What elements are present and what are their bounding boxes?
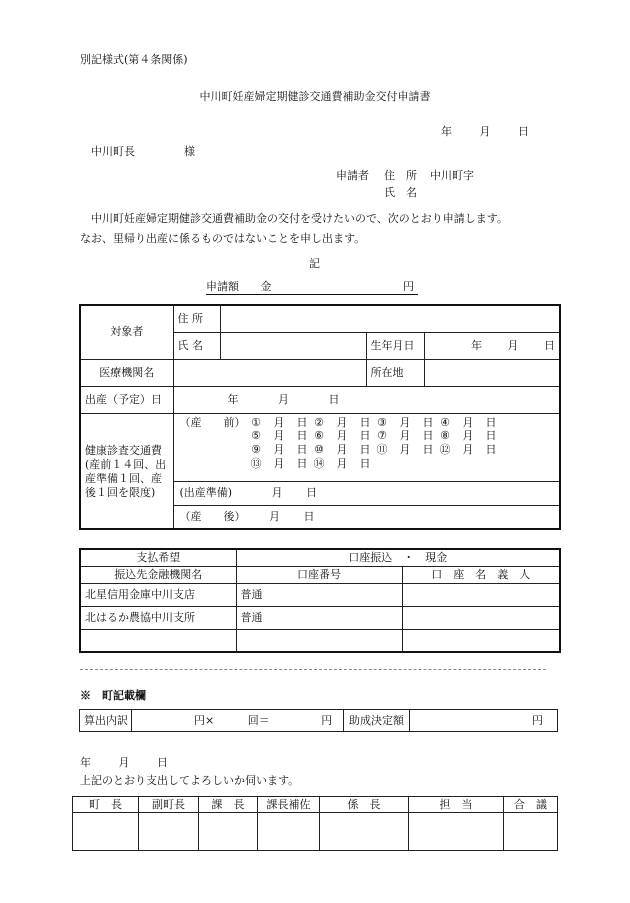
stamp-header-unit-chief: 係 長 [320, 797, 409, 813]
date-line [441, 126, 529, 137]
form-reference: 別記様式(第４条関係) [80, 53, 188, 66]
date-cell: 月 [399, 429, 411, 443]
account-number-field[interactable] [236, 606, 402, 629]
date-cell: ⑪ [376, 443, 388, 456]
due-year-unit: 年 [227, 392, 239, 406]
approval-day: 日 [157, 756, 168, 769]
account-holder-header: 口 座 名 義 人 [402, 566, 560, 583]
calc-yen-times: 円× [194, 713, 215, 727]
date-cell: 月 [336, 443, 348, 456]
address-field[interactable] [220, 305, 560, 332]
date-cell: 日 [359, 429, 371, 443]
date-cell: 日 [296, 443, 308, 456]
applicant-address-value: 中川町字 [430, 169, 474, 182]
stamp-box[interactable] [73, 813, 139, 851]
prenatal-row [248, 429, 500, 443]
address-label: 住 所 [173, 305, 220, 332]
account-type: 普通 [240, 587, 263, 601]
stamp-box[interactable] [320, 813, 409, 851]
bank-name: 北はるか農協中川支所 [80, 606, 236, 629]
date-cell: 日 [359, 443, 371, 456]
bank-column-header: 振込先金融機関名 [80, 566, 236, 583]
table-row [80, 606, 560, 629]
payment-method-options[interactable]: 口座振込 ・ 現金 [236, 549, 560, 566]
prenatal-row [248, 457, 500, 471]
date-cell: 日 [485, 443, 497, 456]
date-cell: 月 [336, 456, 348, 470]
birth-label: 生年月日 [366, 332, 424, 359]
date-cell: 日 [422, 443, 434, 456]
calc-times-equals: 回＝ [247, 713, 270, 727]
table-row [80, 629, 560, 652]
date-cell: ⑬ [250, 456, 262, 470]
stamp-box[interactable] [139, 813, 199, 851]
date-cell: ⑩ [314, 443, 324, 456]
stamp-box[interactable] [409, 813, 504, 851]
date-cell: 月 [399, 443, 411, 456]
bank-name-field[interactable] [80, 629, 236, 652]
prep-month-unit: 月 [271, 486, 283, 500]
month-label: 月 [479, 125, 491, 138]
postnatal-month-unit: 月 [269, 509, 280, 523]
date-cell: ② [314, 415, 324, 429]
account-number-header: 口座番号 [236, 566, 402, 583]
date-cell: 月 [462, 415, 474, 429]
applicant-name-label: 氏 名 [384, 186, 417, 199]
checkup-label-line: 産準備１回、産 [85, 471, 162, 485]
decision-label: 助成決定額 [344, 710, 410, 732]
account-holder-field[interactable] [402, 583, 560, 606]
birth-day-unit: 日 [544, 338, 556, 352]
amount-label: 申請額 [206, 280, 239, 293]
due-date-label: 出産（予定）日 [80, 386, 173, 413]
stamp-box[interactable] [258, 813, 320, 851]
document-title: 中川町妊産婦定期健診交通費補助金交付申請書 [199, 90, 431, 103]
calc-label: 算出内訳 [80, 710, 132, 732]
account-number-field[interactable] [236, 629, 402, 652]
date-cell: 日 [296, 429, 308, 443]
due-date-field[interactable] [173, 386, 560, 413]
stamp-header-mayor: 町 長 [73, 797, 139, 813]
ki-label: 記 [309, 257, 320, 270]
date-cell: 日 [296, 415, 308, 429]
applicant-label: 申請者 [336, 169, 369, 182]
date-cell: 日 [359, 456, 371, 470]
postnatal-day-unit: 日 [303, 509, 315, 523]
birth-field[interactable] [424, 332, 560, 359]
approval-date [80, 757, 168, 768]
approval-month: 月 [118, 756, 130, 769]
date-cell: 月 [336, 429, 348, 443]
stamp-header-consultation: 合 議 [504, 797, 558, 813]
name-field[interactable] [220, 332, 366, 359]
date-cell: ① [251, 415, 261, 429]
location-field[interactable] [424, 359, 560, 386]
location-label: 所在地 [366, 359, 424, 386]
date-cell: ⑭ [313, 456, 325, 470]
date-cell: ⑦ [377, 429, 387, 443]
account-holder-field[interactable] [402, 629, 560, 652]
prenatal-row [248, 443, 500, 457]
date-cell: 月 [273, 443, 285, 456]
date-cell: 月 [336, 415, 348, 429]
date-cell: 日 [485, 415, 497, 429]
payment-method-label: 支払希望 [80, 549, 236, 566]
prenatal-dates[interactable] [173, 413, 560, 481]
day-label: 日 [518, 125, 529, 138]
due-month-unit: 月 [278, 392, 289, 406]
birth-year-unit: 年 [471, 338, 483, 352]
checkup-label-line: (産前１４回、出 [85, 458, 167, 471]
account-holder-field[interactable] [402, 606, 560, 629]
date-cell: 月 [462, 429, 474, 443]
request-text-line-1: 中川町妊産婦定期健診交通費補助金の交付を受けたいので、次のとおり申請します。 [91, 212, 508, 225]
date-cell: ④ [440, 415, 450, 429]
requested-amount [206, 281, 418, 295]
stamp-header-deputy-mayor: 副町長 [139, 797, 199, 813]
checkup-label-line: 後１回を限度) [85, 485, 156, 499]
date-cell: 月 [273, 415, 285, 429]
amount-kin: 金 [260, 280, 272, 293]
decision-yen: 円 [532, 713, 543, 727]
stamp-header-staff: 担 当 [409, 797, 504, 813]
date-cell: ⑤ [251, 429, 261, 443]
date-cell: ⑨ [251, 443, 261, 456]
postnatal-dates[interactable] [173, 505, 560, 529]
approval-text: 上記のとおり支出してよろしいか伺います。 [80, 774, 300, 787]
checkup-label-line: 健康診査交通費 [85, 444, 162, 458]
stamp-box[interactable] [199, 813, 258, 851]
stamp-header-assistant-chief: 課長補佐 [258, 797, 320, 813]
applicant-table [79, 304, 561, 530]
due-day-unit: 日 [328, 392, 340, 406]
date-cell: 月 [462, 443, 474, 456]
table-row [80, 583, 560, 606]
facility-label: 医療機関名 [80, 359, 173, 386]
date-cell: 月 [273, 429, 285, 443]
prep-dates[interactable] [173, 481, 560, 505]
year-label: 年 [441, 125, 452, 138]
calc-yen: 円 [321, 713, 333, 727]
date-cell: 日 [422, 415, 434, 429]
date-cell: 日 [296, 456, 308, 470]
stamp-table [72, 796, 558, 851]
stamp-header-section-chief: 課 長 [199, 797, 258, 813]
calc-field[interactable] [132, 710, 344, 732]
bank-name: 北星信用金庫中川支店 [80, 583, 236, 606]
birth-month-unit: 月 [507, 338, 519, 352]
prep-day-unit: 日 [306, 486, 318, 500]
decision-field[interactable] [410, 710, 558, 732]
cut-line [80, 669, 546, 670]
date-cell: ⑥ [314, 429, 324, 443]
addressee: 中川町長 [91, 145, 135, 158]
prep-label: (出産準備) [179, 486, 233, 500]
date-cell: 月 [399, 415, 411, 429]
date-cell: ⑧ [440, 429, 450, 443]
account-type: 普通 [240, 610, 263, 624]
facility-field[interactable] [173, 359, 366, 386]
date-cell: ③ [377, 415, 387, 429]
name-label: 氏 名 [173, 332, 220, 359]
prenatal-row [248, 416, 500, 430]
honorific: 様 [184, 145, 195, 158]
office-use-label: ※ 町記載欄 [80, 689, 146, 702]
payment-table [79, 548, 561, 653]
date-cell: ⑫ [439, 443, 451, 456]
account-number-field[interactable] [236, 583, 402, 606]
checkup-label [80, 413, 173, 529]
approval-year: 年 [80, 756, 91, 769]
prenatal-label: （産 前） [179, 415, 246, 429]
date-cell: 月 [273, 456, 285, 470]
amount-yen: 円 [403, 280, 414, 293]
applicant-address-label: 住 所 [384, 169, 417, 182]
request-text-line-2: なお、里帰り出産に係るものではないことを申し出ます。 [80, 232, 366, 245]
stamp-box[interactable] [504, 813, 558, 851]
date-cell: 日 [359, 415, 371, 429]
prenatal-grid [248, 416, 500, 471]
postnatal-label: （産 後） [179, 509, 246, 523]
calculation-table [79, 709, 558, 732]
target-label: 対象者 [80, 305, 173, 359]
date-cell: 日 [422, 429, 434, 443]
date-cell: 日 [485, 429, 497, 443]
